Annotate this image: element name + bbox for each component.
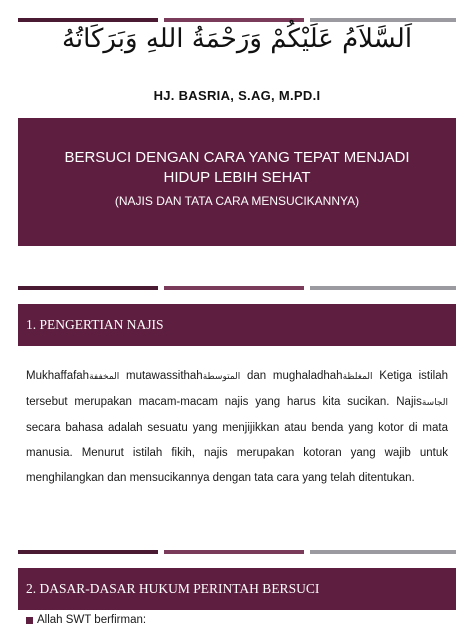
section-divider	[18, 286, 456, 290]
bullet-item	[26, 614, 146, 626]
arabic-term: المغلظة	[342, 372, 373, 382]
para-text: dan mughaladhah	[240, 370, 343, 382]
page-subtitle: (NAJIS DAN TATA CARA MENSUCIKANNYA)	[114, 194, 360, 208]
stripe-dark	[18, 550, 158, 554]
arabic-term: المخففة	[89, 372, 120, 382]
top-divider	[18, 18, 456, 22]
section-heading-1	[18, 304, 456, 346]
stripe-mid	[164, 18, 304, 22]
stripe-gray	[310, 286, 456, 290]
stripe-gray	[310, 550, 456, 554]
para-text: secara bahasa adalah sesuatu yang menjijikkan atau benda yang kotor di mata manusia. Menurut istilah fikih, najis merupakan kotoran yang wajib untuk menghilangkan dan mensucikannya dengan tata cara yang telah ditentukan.	[26, 422, 448, 484]
stripe-mid	[164, 550, 304, 554]
section-heading-2	[18, 568, 456, 610]
stripe-dark	[18, 286, 158, 290]
page-title: BERSUCI DENGAN CARA YANG TEPAT MENJADI HIDUP LEBIH SEHAT	[64, 149, 410, 186]
section-1-paragraph	[26, 364, 448, 491]
section-heading-1-text: 1. PENGERTIAN NAJIS	[26, 317, 164, 332]
author-name: HJ. BASRIA, S.AG, M.PD.I	[153, 88, 321, 103]
square-bullet-icon	[26, 617, 33, 624]
arabic-term: الجاسة	[421, 398, 448, 408]
stripe-gray	[310, 18, 456, 22]
arabic-term: المتوسطة	[202, 372, 241, 382]
para-text: Ketiga istilah tersebut merupakan macam-macam najis yang harus kita sucikan. Najis	[26, 370, 448, 408]
stripe-mid	[164, 286, 304, 290]
para-text: mutawassithah	[119, 370, 203, 382]
section-divider-2	[18, 550, 456, 554]
section-heading-2-text: 2. DASAR-DASAR HUKUM PERINTAH BERSUCI	[26, 581, 320, 596]
greeting-arabic: اَلسَّلاَمُ عَلَيْكُمْ وَرَحْمَةُ اللهِ وَبَرَكَاتُهُ	[61, 24, 413, 54]
stripe-dark	[18, 18, 158, 22]
para-text: Mukhaffafah	[26, 370, 90, 382]
title-banner	[18, 118, 456, 246]
bullet-text: Allah SWT berfirman:	[37, 614, 147, 626]
